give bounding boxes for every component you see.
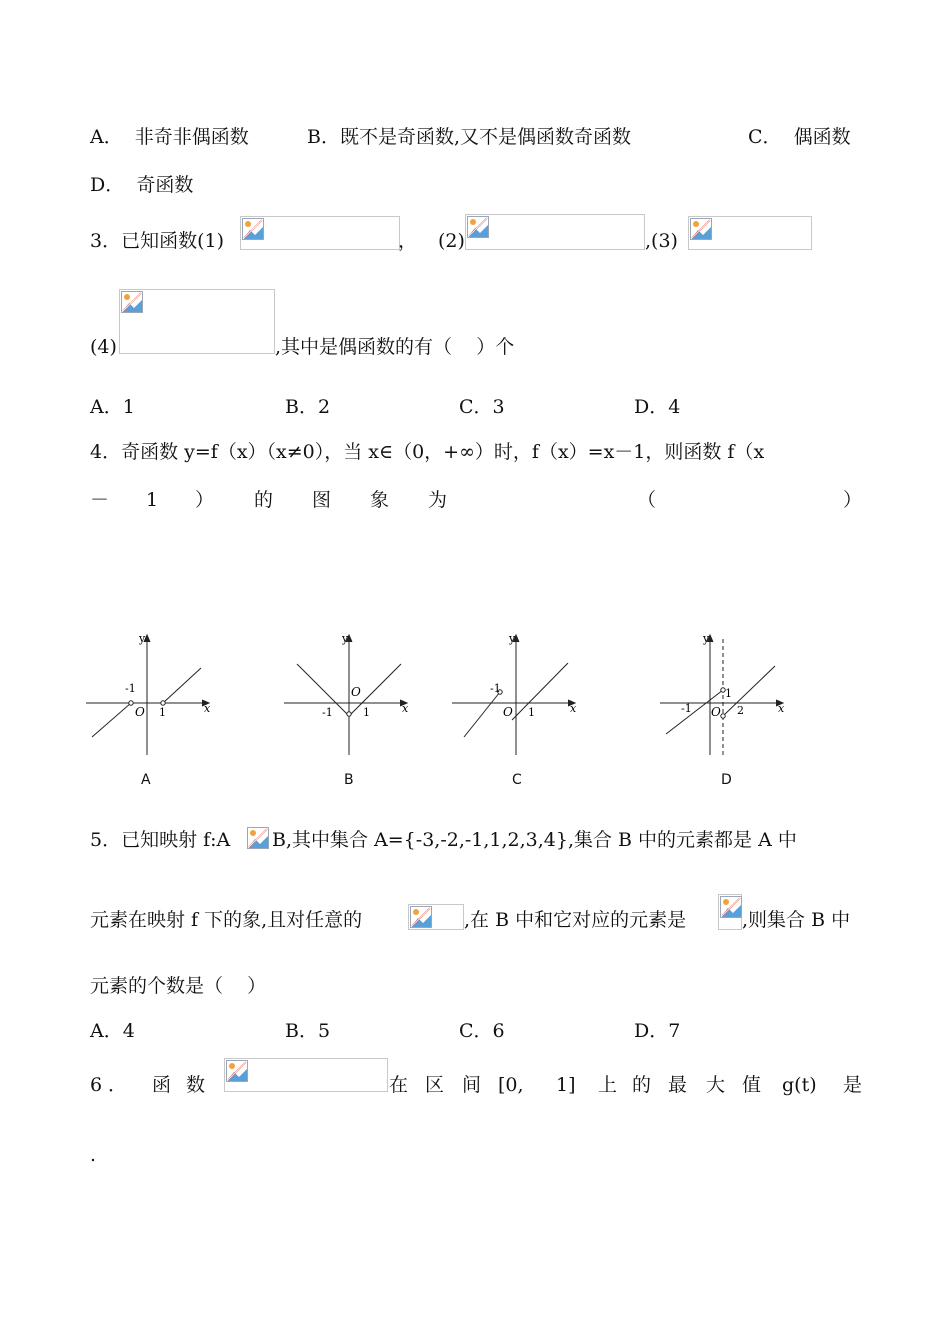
q5-option-c: C．6 <box>459 1020 505 1042</box>
arrow-image <box>247 827 271 851</box>
axis-y-label: y <box>509 632 516 645</box>
q5-line2-a: 元素在映射 f 下的象,且对任意的 <box>90 909 363 931</box>
q5-option-a: A．4 <box>90 1020 135 1042</box>
broken-image-icon <box>247 827 269 849</box>
q6-tail: 是 <box>843 1074 863 1096</box>
q5-line3: 元素的个数是（ ） <box>90 975 267 997</box>
option-d-text: D． 奇函数 <box>90 174 194 196</box>
q6-tail: 间 <box>462 1074 482 1096</box>
axis-x-label: x <box>204 702 211 715</box>
q6-tail: [0, <box>498 1074 524 1096</box>
q6-part: 6 <box>90 1074 103 1096</box>
formula-image-2 <box>465 214 645 250</box>
axis-x-label: x <box>570 702 577 715</box>
broken-image-icon <box>121 291 143 313</box>
q6-tail: 1] <box>556 1074 576 1096</box>
broken-image-icon <box>720 896 742 918</box>
q5-line2-c: ,则集合 B 中 <box>742 909 851 931</box>
axis-y-label: y <box>703 632 710 645</box>
broken-image-icon <box>410 906 432 928</box>
broken-image-icon <box>242 218 264 240</box>
origin-label: O <box>503 705 513 719</box>
q6-part: 数 <box>186 1074 206 1096</box>
tick-label: 1 <box>159 706 166 719</box>
q6-line2: . <box>90 1144 97 1166</box>
q6-tail: 大 <box>706 1074 726 1096</box>
q5-line2-b: ,在 B 中和它对应的元素是 <box>464 909 687 931</box>
q4-line2-part: 的 <box>254 489 274 511</box>
q4-line2-part: 象 <box>370 489 390 511</box>
graph-c-caption: C <box>512 772 522 788</box>
q6-tail: 区 <box>425 1074 445 1096</box>
graph-d <box>658 630 790 760</box>
tick-label: 1 <box>528 706 535 719</box>
q6-tail: g(t) <box>782 1074 817 1096</box>
graph-b <box>282 630 414 760</box>
origin-label: O <box>351 685 361 699</box>
option-c-text: C． 偶函数 <box>748 126 851 148</box>
formula-image-1 <box>240 216 400 250</box>
axis-x-label: x <box>778 702 785 715</box>
broken-image-icon <box>690 218 712 240</box>
axis-y-label: y <box>139 632 146 645</box>
q3-stem-suffix: ,其中是偶函数的有（ ）个 <box>275 336 515 358</box>
q4-line2-part: 1 <box>146 489 159 511</box>
q3-option-d: D．4 <box>634 396 681 418</box>
option-b-text: B．既不是奇函数,又不是偶函数奇函数 <box>307 126 632 148</box>
graph-c <box>450 630 582 760</box>
axis-x-label: x <box>402 702 409 715</box>
formula-image-5 <box>408 904 464 930</box>
axis-y-label: y <box>342 632 349 645</box>
formula-image-7 <box>224 1058 388 1092</box>
q6-tail: 最 <box>668 1074 688 1096</box>
q6-part: 函 <box>152 1074 172 1096</box>
broken-image-icon <box>226 1060 248 1082</box>
q5-line1-a: 5．已知映射 f:A <box>90 829 231 851</box>
q4-line1: 4．奇函数 y=f（x）（x≠0），当 x∈（0，+∞）时，f（x）=x－1，则函数 f（x <box>90 441 765 463</box>
q3-label-4: (4) <box>90 336 117 358</box>
option-a-text: A． 非奇非偶函数 <box>90 126 249 148</box>
q4-line2-part: － <box>90 489 110 511</box>
graph-a <box>84 630 216 760</box>
q3-option-b: B．2 <box>285 396 331 418</box>
tick-label: 2 <box>737 704 744 717</box>
q6-part: ． <box>108 1074 128 1096</box>
formula-image-4 <box>119 289 275 354</box>
graph-b-caption: B <box>344 772 354 788</box>
q6-tail: 上 <box>598 1074 618 1096</box>
broken-image-icon <box>467 216 489 238</box>
origin-label: O <box>135 705 145 719</box>
q3-label-2: (2) <box>438 230 465 252</box>
q3-label-3: ,(3) <box>645 230 678 252</box>
graph-d-caption: D <box>721 772 732 788</box>
q4-line2-part: （ <box>637 489 657 511</box>
tick-label: -1 <box>490 682 501 695</box>
tick-label: 1 <box>363 706 370 719</box>
q3-option-c: C．3 <box>459 396 505 418</box>
q4-line2-part: 为 <box>428 489 448 511</box>
tick-label: -1 <box>681 702 692 715</box>
q5-line1-b: B,其中集合 A={-3,-2,-1,1,2,3,4},集合 B 中的元素都是 A 中 <box>272 829 797 851</box>
q6-tail: 在 <box>389 1074 409 1096</box>
q5-option-b: B．5 <box>285 1020 331 1042</box>
formula-image-3 <box>688 216 812 250</box>
tick-label: -1 <box>125 682 136 695</box>
tick-label: -1 <box>322 706 333 719</box>
q4-line2-part: ） <box>195 489 215 511</box>
comma: ， <box>398 230 418 252</box>
q3-option-a: A．1 <box>90 396 135 418</box>
q4-line2-part: 图 <box>312 489 332 511</box>
q5-option-d: D．7 <box>634 1020 681 1042</box>
graph-a-caption: A <box>141 772 151 788</box>
q6-tail: 值 <box>742 1074 762 1096</box>
q3-stem-prefix: 3．已知函数(1) <box>90 230 225 252</box>
origin-label: O <box>711 705 721 719</box>
q4-line2-part: ） <box>843 489 863 511</box>
formula-image-6 <box>718 894 742 930</box>
q6-tail: 的 <box>632 1074 652 1096</box>
tick-label: 1 <box>725 687 732 700</box>
